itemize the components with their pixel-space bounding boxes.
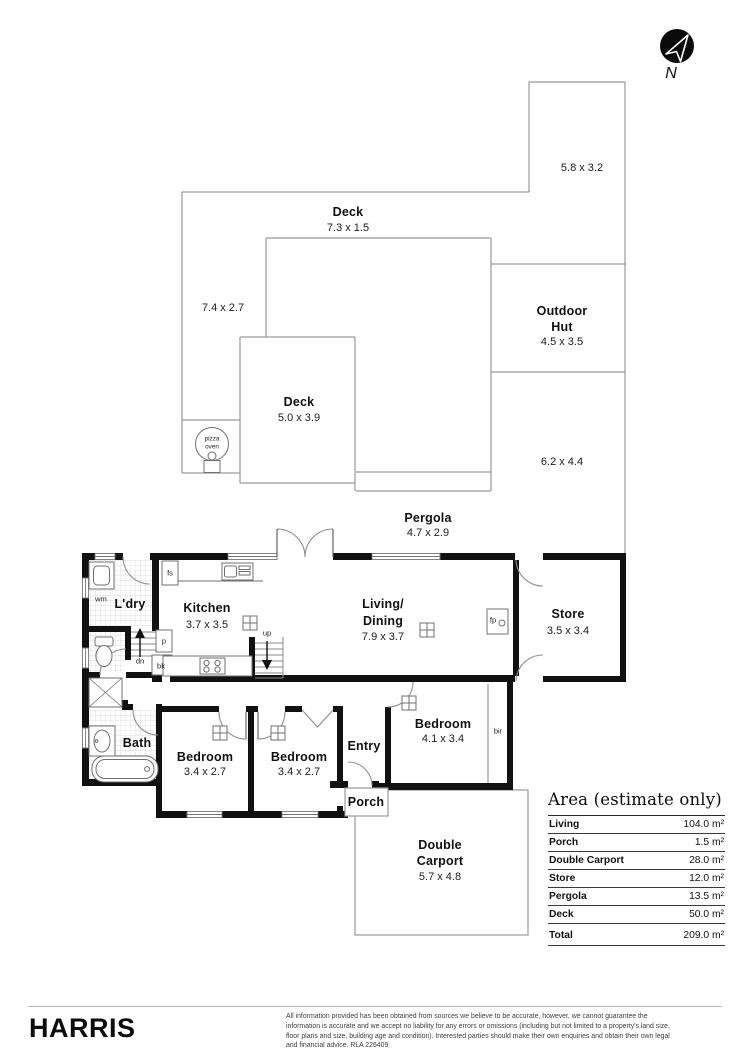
area-row-label: Pergola (549, 891, 587, 902)
plan-label: 6.2 x 4.4 (540, 456, 584, 468)
area-table-row (548, 834, 725, 852)
north-arrow-icon (660, 29, 694, 63)
plan-label: Deck (283, 395, 315, 409)
disclaimer-line: information is accurate and we accept no liability for any errors or omissions (including but not limited to a property's land size, (286, 1022, 670, 1030)
plan-label: 3.4 x 2.7 (277, 766, 321, 778)
harris-logo: HARRIS (29, 1013, 136, 1043)
plan-label: fs (167, 568, 173, 578)
plan-label: fp (489, 615, 497, 625)
area-row-label: Store (549, 873, 576, 884)
area-table-row (548, 816, 725, 834)
plan-label: bir (493, 726, 503, 736)
plan-label: bk (157, 661, 165, 671)
bedroom2-opening-mark (302, 710, 333, 727)
area-row-value: 104.0 m² (683, 819, 724, 830)
area-row-value: 13.5 m² (689, 891, 724, 902)
window (83, 648, 89, 668)
plan-label: 3.7 x 3.5 (185, 619, 229, 631)
plan-label: Outdoor (536, 304, 588, 318)
plan-label: pizza (204, 435, 220, 443)
shower-icon (89, 678, 122, 707)
plan-label: 4.5 x 3.5 (540, 336, 584, 348)
plan-label: Bath (122, 736, 152, 750)
area-row-value: 1.5 m² (694, 837, 724, 848)
light-symbol-icon (271, 726, 285, 740)
area-table (548, 790, 725, 946)
plan-label: 4.7 x 2.9 (406, 527, 450, 539)
plan-label: Bedroom (270, 750, 328, 764)
french-door-right-arc (305, 529, 333, 557)
toilet-icon (95, 637, 113, 667)
plan-label: 3.4 x 2.7 (183, 766, 227, 778)
north-label: N (665, 65, 677, 82)
area-row-label: Living (549, 819, 580, 830)
french-door-left-arc (277, 529, 305, 557)
window (228, 554, 277, 560)
disclaimer-line: All information provided has been obtained from sources we believe to be accurate, however, we cannot guarantee the (286, 1013, 648, 1020)
bathtub-icon (92, 756, 158, 782)
area-total-value: 209.0 m² (683, 930, 724, 941)
stairs-down-icon (131, 628, 158, 657)
light-symbol-icon (402, 696, 416, 710)
window (83, 578, 89, 598)
footer-divider (28, 1006, 722, 1007)
area-table-row (548, 870, 725, 888)
plan-label: Dining (362, 614, 404, 628)
plan-label: Entry (347, 739, 381, 753)
area-total-label: Total (549, 930, 573, 941)
area-table-rows (548, 816, 725, 924)
area-row-value: 28.0 m² (689, 855, 724, 866)
area-row-value: 12.0 m² (689, 873, 724, 884)
plan-label: dn (135, 656, 145, 666)
area-table-row (548, 852, 725, 870)
window (187, 812, 222, 818)
cooktop-icon (200, 658, 225, 674)
plan-label: 3.5 x 3.4 (546, 625, 590, 637)
light-symbol-icon (213, 726, 227, 740)
plan-label: Deck (332, 205, 364, 219)
plan-label: 5.7 x 4.8 (418, 871, 462, 883)
plan-label: 7.9 x 3.7 (361, 631, 405, 643)
plan-label: wm (95, 594, 107, 604)
light-symbol-icon (420, 623, 434, 637)
disclaimer-line: floor plans and size, building age and condition). Interested parties should make their own enquiries and obtain their own legal (286, 1032, 670, 1040)
plan-label: Kitchen (183, 601, 231, 615)
area-table-row (548, 906, 725, 924)
plan-label: 7.4 x 2.7 (201, 302, 245, 314)
disclaimer-text (286, 1012, 724, 1051)
store-bottom-door-arc (516, 655, 543, 681)
plan-label: 5.0 x 3.9 (277, 412, 321, 424)
plan-label: Double (418, 838, 462, 852)
area-row-label: Double Carport (549, 855, 624, 866)
vanity-icon (89, 726, 115, 756)
area-table-total-row (548, 924, 725, 946)
plan-label: Pergola (404, 511, 452, 525)
plan-label: Bedroom (176, 750, 234, 764)
plan-label: 5.8 x 3.2 (560, 162, 604, 174)
area-row-value: 50.0 m² (689, 909, 724, 920)
plan-label: 4.1 x 3.4 (421, 733, 465, 745)
area-row-label: Porch (549, 837, 579, 848)
plan-label: Bedroom (414, 717, 472, 731)
plan-label: L'dry (114, 597, 146, 611)
window (372, 554, 440, 560)
front-door-arc (348, 762, 372, 786)
plan-label: 7.3 x 1.5 (326, 222, 370, 234)
plan-label: Living/ (362, 597, 404, 611)
walls (82, 553, 626, 818)
area-table-row (548, 888, 725, 906)
window (282, 812, 318, 818)
plan-label: Store (551, 607, 585, 621)
area-row-label: Deck (549, 909, 574, 920)
plan-label: Porch (347, 795, 385, 809)
stairs-up-icon (249, 637, 283, 678)
plan-label: p (161, 636, 167, 646)
plan-label: Carport (416, 854, 464, 868)
window (95, 554, 115, 560)
plan-label: Hut (551, 320, 573, 334)
kitchen-sink-icon (222, 563, 253, 580)
window (83, 728, 89, 748)
plan-label: oven (205, 443, 219, 451)
plan-label: up (262, 628, 272, 638)
laundry-trough-icon (89, 562, 114, 589)
area-table-title: Area (estimate only) (548, 790, 725, 816)
light-symbol-icon (243, 616, 257, 630)
store-top-door-arc (516, 560, 543, 586)
disclaimer-line: and financial advice. RLA 226409 (286, 1042, 389, 1050)
